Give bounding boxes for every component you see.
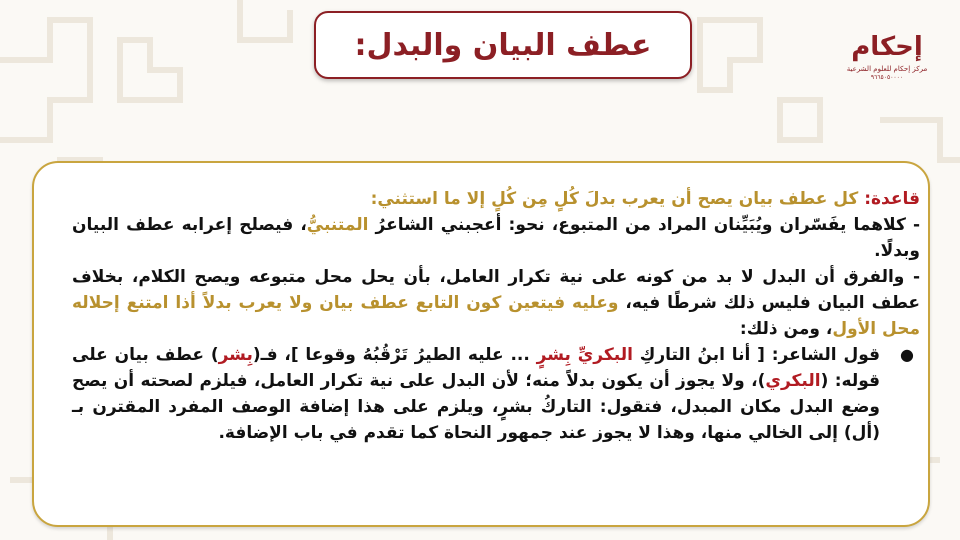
bullet-highlight-2: بِشرٍ — [536, 345, 571, 365]
point-1 — [72, 212, 920, 264]
bullet-text-e: )، ولا يجوز أن يكون بدلاً منه؛ لأن البدل على نية تكرار العامل، فيلزم لصحته أن يصح وضع البدل مكان المبدل، فتقول: التاركُ بشرٍ، ويلزم على هذا إضافة الوصف المفرد المقترن بـ (أل) إلى الخالي منها، وهذا لا يجوز عند جمهور النحاة كما تقدم في باب الإضافة. — [72, 371, 880, 443]
page-title: عطف البيان والبدل: — [354, 27, 652, 63]
bullet-text-c: ... عليه الطيرُ تَرْقُبُهُ وقوعا ]، فـ( — [252, 345, 537, 365]
bullet-text-a: قول الشاعر: [ أنا ابنُ التاركِ — [632, 345, 880, 365]
point-2 — [72, 264, 920, 342]
bullet-highlight-3: بِشر — [218, 345, 253, 365]
point-2-text-b: ، ومن ذلك: — [739, 319, 833, 339]
logo-number: ٩٦٦٥٠٥٠٠٠٠ — [870, 74, 904, 81]
point-1-text-b: ، فيصلح إعرابه عطف البيان وبدلًا. — [72, 215, 920, 261]
bullet-text-b — [571, 345, 578, 365]
point-2-text-a: - والفرق أن البدل لا بد من كونه على نية تكرار العامل، بأن يحل محل متبوعه ويصح الكلام، بخلاف عطف البيان فليس ذلك شرطًا فيه، — [72, 267, 920, 313]
bullet-highlight-1: البكريِّ — [577, 345, 633, 365]
title-box — [314, 11, 692, 79]
bullet-text-d: ) عطف بيان على قوله: ( — [72, 345, 881, 391]
rule-text: كل عطف بيان يصح أن يعرب بدلَ كُلٍ مِن كُلٍ إلا ما استثني: — [370, 189, 865, 209]
brand-logo — [846, 30, 928, 96]
content-text — [72, 186, 920, 446]
logo-word: إحكام — [851, 32, 923, 62]
bullet-highlight-4: البكري — [765, 371, 821, 391]
bullet-item — [72, 342, 920, 446]
point-1-text-a: - كلاهما يفَسّران ويُبَيِّنان المراد من المتبوع، نحو: أعجبني الشاعرُ — [368, 215, 920, 235]
bullet-dot-icon: ● — [900, 345, 914, 364]
logo-subtitle: مركز إحكام للعلوم الشرعية — [846, 65, 928, 73]
rule-line — [72, 186, 920, 212]
rule-label: قاعدة: — [864, 189, 920, 209]
point-2-highlight: وعليه فيتعين كون التابع عطف بيان ولا يعرب بدلاً أذا امتنع إحلاله محل الأول — [72, 293, 920, 339]
point-1-highlight: المتنبيُّ — [306, 215, 369, 235]
